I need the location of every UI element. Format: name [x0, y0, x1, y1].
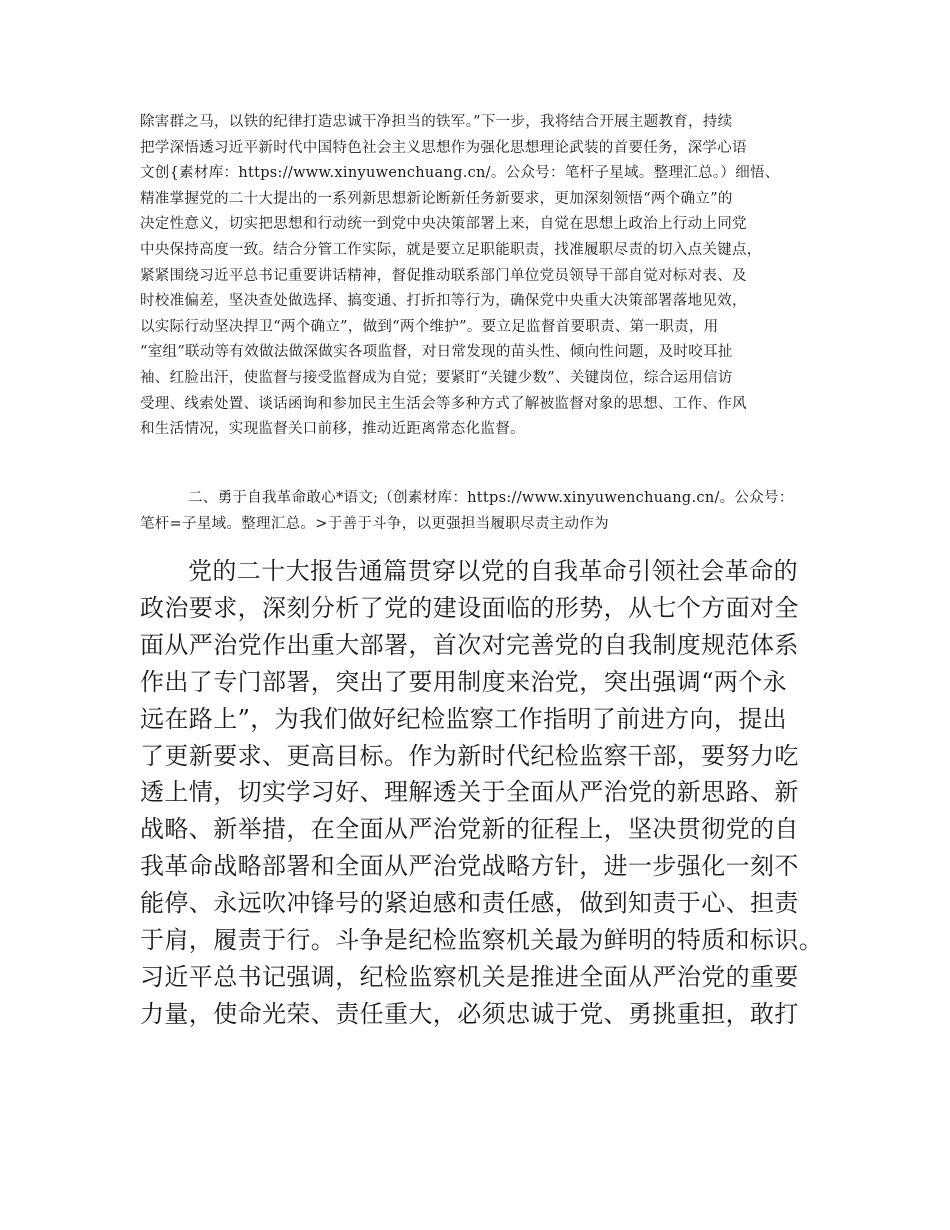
- paragraph-2-line: 政治要求，深刻分析了党的建设面临的形势，从七个方面对全: [140, 593, 799, 622]
- paragraph-1-line: 中央保持高度一致。结合分管工作实际，就是要立足职能职责，找准履职尽责的切入点关键点，: [140, 241, 762, 258]
- paragraph-1-line: 精准掌握党的二十大提出的一系列新思想新论断新任务新要求，更加深刻领悟“两个确立”的: [140, 190, 733, 207]
- paragraph-1-line: 紧紧围绕习近平总书记重要讲话精神，督促推动联系部门单位党员领导干部自觉对标对表、及: [140, 267, 747, 284]
- paragraph-2-line: 党的二十大报告通篇贯穿以党的自我革命引领社会革命的: [188, 557, 798, 585]
- section-heading-line: 二、勇于自我革命敢心*语文;（创素材库：https://www.xinyuwenchuang.cn/。公众号：: [188, 490, 794, 506]
- paragraph-1-line: 以实际行动坚决捍卫“两个确立”，做到“两个维护”。要立足监督首要职责、第一职责，用: [140, 318, 719, 335]
- paragraph-2-line: 了更新要求、更高目标。作为新时代纪检监察干部，要努力吃: [140, 741, 799, 770]
- paragraph-1-line: 把学深悟透习近平新时代中国特色社会主义思想作为强化思想理论武装的首要任务，深学心语: [140, 139, 747, 156]
- paragraph-1-line: 除害群之马，以铁的纪律打造忠诚干净担当的铁军。”下一步，我将结合开展主题教育，持续: [140, 114, 733, 130]
- paragraph-1: [140, 110, 820, 443]
- paragraph-1-line: 受理、线索处置、谈话函询和参加民主生活会等多种方式了解被监督对象的思想、工作、作风: [140, 395, 747, 412]
- paragraph-2-line: 作出了专门部署，突出了要用制度来治党，突出强调“两个永: [140, 667, 788, 696]
- paragraph-2-line: 面从严治党作出重大部署，首次对完善党的自我制度规范体系: [140, 630, 799, 659]
- section-heading-line: 笔杆=子星域。整理汇总。>于善于斗争，以更强担当履职尽责主动作为: [140, 515, 609, 532]
- paragraph-2-line: 能停、永远吹冲锋号的紧迫感和责任感，做到知责于心、担责: [140, 889, 799, 918]
- paragraph-1-line: 决定性意义，切实把思想和行动统一到党中央决策部署上来，自觉在思想上政治上行动上同党: [140, 216, 747, 233]
- paragraph-2-line: 战略、新举措，在全面从严治党新的征程上，坚决贯彻党的自: [140, 815, 799, 844]
- paragraph-1-line: 时校准偏差，坚决查处做选择、搞变通、打折扣等行为，确保党中央重大决策部署落地见效，: [140, 293, 747, 310]
- paragraph-1-line: 和生活情况，实现监督关口前移，推动近距离常态化监督。: [140, 421, 525, 438]
- paragraph-2-line: 我革命战略部署和全面从严治党战略方针，进一步强化一刻不: [140, 852, 799, 881]
- paragraph-2-line: 透上情，切实学习好、理解透关于全面从严治党的新思路、新: [140, 778, 799, 807]
- paragraph-2-line: 于肩，履责于行。斗争是纪检监察机关最为鲜明的特质和标识。: [140, 926, 824, 955]
- paragraph-2-line: 习近平总书记强调，纪检监察机关是推进全面从严治党的重要: [140, 962, 799, 991]
- paragraph-2-line: 力量，使命光荣、责任重大，必须忠诚于党、勇挑重担，敢打: [140, 999, 799, 1028]
- paragraph-1-line: 文创{素材库：https://www.xinyuwenchuang.cn/。公众号：笔杆子星域。整理汇总。）细悟、: [140, 165, 780, 182]
- section-heading: [140, 486, 820, 537]
- paragraph-2: [140, 553, 824, 1033]
- paragraph-2-line: 远在路上”，为我们做好纪检监察工作指明了前进方向，提出: [140, 704, 788, 733]
- paragraph-1-line: 袖、红脸出汗，使监督与接受监督成为自觉；要紧盯“关键少数”、关键岗位，综合运用信访: [140, 369, 733, 386]
- paragraph-1-line: “室组”联动等有效做法做深做实各项监督，对日常发现的苗头性、倾向性问题，及时咬耳扯: [140, 344, 733, 361]
